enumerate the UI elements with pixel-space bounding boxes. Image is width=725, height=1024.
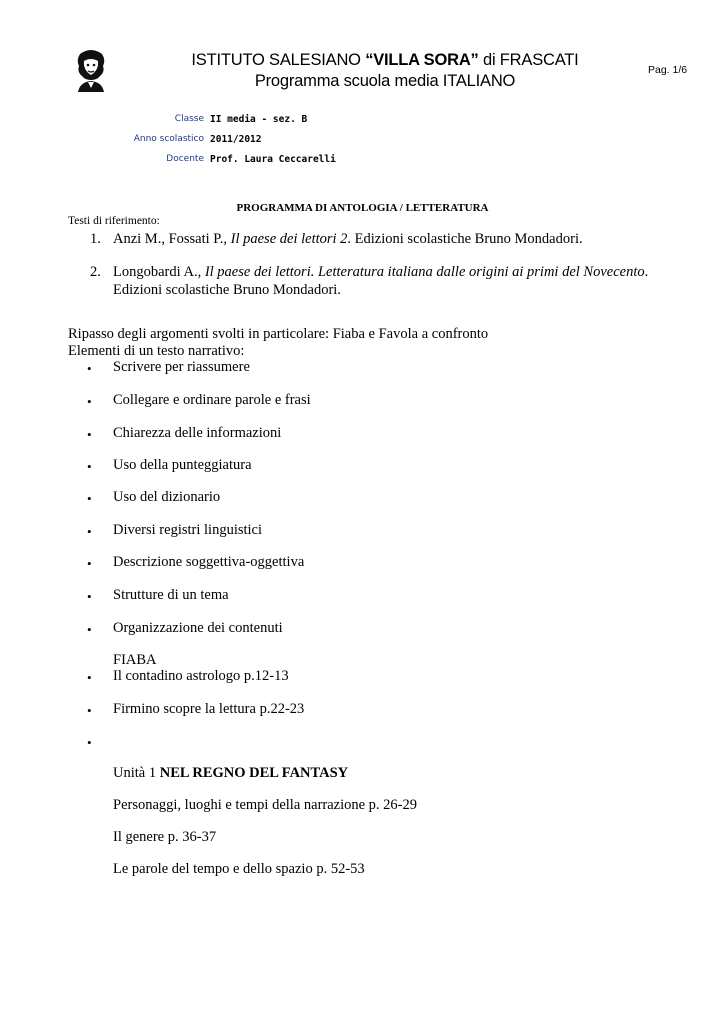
ref-publisher: . Edizioni scolastiche Bruno Mondadori. [347, 231, 583, 247]
list-item: Descrizione soggettiva-oggettiva [113, 554, 305, 570]
ref-period: . [644, 264, 649, 280]
anno-label: Anno scolastico [133, 134, 204, 144]
title-prefix: ISTITUTO SALESIANO [191, 51, 366, 69]
bullet-icon: • [87, 361, 92, 376]
classe-label: Classe [174, 114, 204, 124]
ref-item [113, 263, 713, 299]
ref-number: 1. [90, 231, 101, 247]
bullet-icon: • [87, 394, 92, 409]
list-item: Uso del dizionario [113, 489, 221, 505]
bullet-icon: • [87, 459, 92, 474]
unit-prefix: Unità 1 [113, 765, 160, 781]
bullet-icon: • [87, 670, 92, 685]
unit-line: Personaggi, luoghi e tempi della narrazione p. 26-29 [113, 797, 418, 813]
title-line [150, 50, 620, 71]
docente-value: Prof. Laura Ceccarelli [210, 154, 336, 165]
unit-line: Le parole del tempo e dello spazio p. 52-53 [113, 861, 365, 877]
list-item: Uso della punteggiatura [113, 457, 252, 473]
anno-value: 2011/2012 [210, 134, 262, 145]
ref-publisher: Edizioni scolastiche Bruno Mondadori. [113, 282, 341, 298]
list-item: Collegare e ordinare parole e frasi [113, 392, 311, 408]
ref-number: 2. [90, 264, 101, 280]
bullet-icon: • [87, 524, 92, 539]
classe-value: II media - sez. B [210, 114, 308, 125]
elementi-text: Elementi di un testo narrativo: [68, 343, 245, 359]
bullet-icon: • [87, 427, 92, 442]
bullet-icon: • [87, 703, 92, 718]
unit-heading [113, 765, 348, 782]
unit-line: Il genere p. 36-37 [113, 829, 217, 845]
ref-title: Il paese dei lettori. Letteratura italiana dalle origini ai primi del Novecento [204, 264, 645, 280]
list-item: Il contadino astrologo p.12-13 [113, 668, 289, 684]
section-title: PROGRAMMA DI ANTOLOGIA / LETTERATURA [236, 202, 489, 214]
ripasso-text: Ripasso degli argomenti svolti in particolare: Fiaba e Favola a confronto [68, 326, 489, 342]
docente-label: Docente [166, 154, 204, 164]
list-item: Firmino scopre la lettura p.22-23 [113, 701, 305, 717]
bullet-icon: • [87, 735, 92, 750]
ref-author: Anzi M., Fossati P., [113, 231, 231, 247]
bullet-icon: • [87, 491, 92, 506]
fiaba-label: FIABA [113, 652, 157, 668]
unit-title: NEL REGNO DEL FANTASY [159, 765, 349, 781]
list-item: Strutture di un tema [113, 587, 229, 603]
title-suffix: di FRASCATI [478, 51, 579, 69]
list-item: Organizzazione dei contenuti [113, 620, 283, 636]
bullet-icon: • [87, 589, 92, 604]
document-title [150, 50, 620, 92]
ref-item [113, 230, 703, 248]
bullet-icon: • [87, 556, 92, 571]
list-item: Diversi registri linguistici [113, 522, 263, 538]
testi-label: Testi di riferimento: [68, 215, 160, 227]
bullet-icon: • [87, 622, 92, 637]
school-logo-icon [72, 46, 110, 92]
subtitle: Programma scuola media ITALIANO [254, 72, 516, 90]
title-bold: “VILLA SORA” [365, 51, 479, 69]
ref-title: Il paese dei lettori 2 [230, 231, 348, 247]
page-number: Pag. 1/6 [648, 64, 688, 76]
ref-author: Longobardi A., [113, 264, 205, 280]
list-item: Chiarezza delle informazioni [113, 425, 282, 441]
list-item: Scrivere per riassumere [113, 359, 250, 375]
